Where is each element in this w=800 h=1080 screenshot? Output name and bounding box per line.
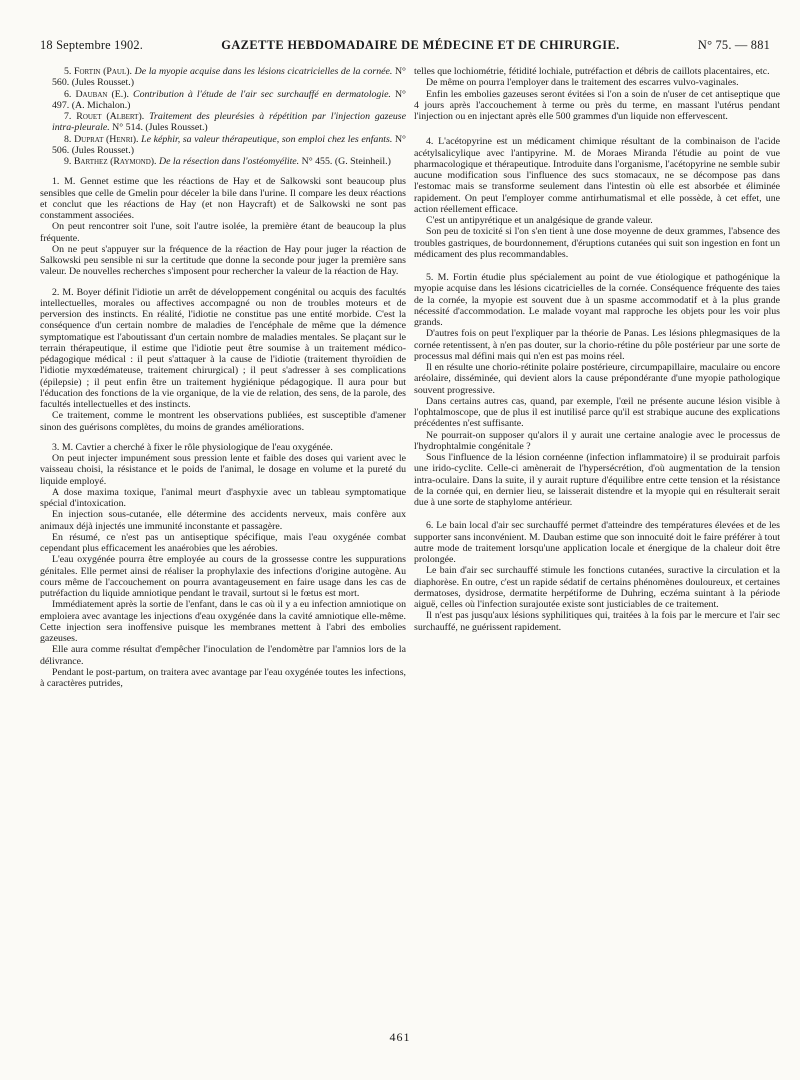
section-4 [414,136,780,260]
section-3 [40,442,406,690]
paragraph: 2. M. Boyer définit l'idiotie un arrêt de développement congénital ou acquis des facultés intellectuelles, morales ou affectives accompagné ou non de troubles moteurs et de perversion des instincts. En réalité, l'idiotie ne constitue pas une entité morbide. C'est la conséquence d'un certain nombre de maladies de l'encéphale de même que la démence symptomatique est l'aboutissant d'un certain nombre de maladies mentales. Se plaçant sur le terrain thérapeutique, il estime que l'idiotie peut être soumise à un traitement médico-pédagogique médical : il peut s'attaquer à la cause de l'idiotie (traitement thyroïdien de l'idiotie myxœdémateuse, traitement chirurgical) ; il peut s'adresser à ses complications (épilepsie) ; il peut enfin être un traitement hygiénique pédagogique. Il aura pour but l'éducation des fonctions de la vie organique, de la vie de relation, des sens, de la parole, des facultés intellectuelles et des instincts. [40,286,406,410]
paragraph: Il en résulte une chorio-rétinite polaire postérieure, circumpapillaire, maculaire ou encore aréolaire, disséminée, qui devient alors la cause prépondérante d'une myopie pathologique souvent progressive. [414,362,780,396]
paragraph: 3. M. Cavtier a cherché à fixer le rôle physiologique de l'eau oxygénée. [52,441,333,453]
paragraph: 1. M. Gennet estime que les réactions de Hay et de Salkowski sont beaucoup plus sensibles que celle de Gmelin pour déceler la bile dans l'urine. Il compare les deux réactions et conclut que les réactions de Hay (et non Haycraft) et de Salkowski ne sont pas constamment associées. [40,176,406,221]
paragraph: Il n'est pas jusqu'aux lésions syphilitiques qui, traitées à la fois par le mercure et l'air sec surchauffé, ne guérissent rapidement. [414,610,780,633]
section-2 [40,287,406,433]
section-3-continued [414,66,780,122]
paragraph: Pendant le post-partum, on traitera avec avantage par l'eau oxygénée toutes les infections, à caractères putrides, [40,666,406,689]
left-column [40,66,406,689]
paragraph: Enfin les embolies gazeuses seront évitées si l'on a soin de n'user de cet antiseptique que 4 jours après l'accouchement à terme ou près du terme, en massant l'utérus pendant l'injection ou en injectant après elle 500 grammes d'un liquide non effervescent. [414,88,780,122]
paragraph: C'est un antipyrétique et un analgésique de grande valeur. [426,215,653,226]
paragraph: Le bain d'air sec surchauffé stimule les fonctions cutanées, suractive la circulation et la diaphorèse. En outre, c'est un rapide sédatif de certains phénomènes douloureux, et certaines dermatoses, dysidrose, dermatite herpétiforme de Duhring, eczéma suintant à la période aiguë, celles où l'infection surajoutée existe sont justiciables de ce traitement. [414,565,780,610]
reference-entry: 7. Rouet (Albert). Traitement des pleurésies à répétition par l'injection gazeuse intra-pleurale. N° 514. (Jules Rousset.) [52,111,407,134]
paragraph: Ce traitement, comme le montrent les observations publiées, est susceptible d'amener sinon des guérisons complètes, du moins de grandes améliorations. [40,410,406,433]
page-header [40,38,770,53]
paragraph: On ne peut s'appuyer sur la fréquence de la réaction de Hay pour juger la réaction de Salkowski peu sensible ni sur la certitude que donne la seconde pour juger la première sans valeur. De nouvelles recherches s'imposent pour rechercher la valeur de la réaction de Hay. [40,243,406,278]
reference-entry: 6. Dauban (E.). Contribution à l'étude de l'air sec surchauffé en dermatologie. N° 497. (A. Michalon.) [52,88,406,111]
paragraph: De même on pourra l'employer dans le traitement des escarres vulvo-vaginales. [426,77,739,89]
paragraph: Ne pourrait-on supposer qu'alors il y aurait une certaine analogie avec le processus de l'hydrophtalmie congénitale ? [414,429,780,452]
paragraph: En injection sous-cutanée, elle détermine des accidents nerveux, mais confère aux animaux déjà injectés une immunité inconstante et passagère. [40,509,406,532]
section-5 [414,272,780,508]
journal-title: GAZETTE HEBDOMADAIRE DE MÉDECINE ET DE CHIRURGIE. [221,38,620,52]
paragraph: telles que lochiométrie, fétidité lochiale, putréfaction et débris de caillots placentaires, etc. [414,66,770,77]
paragraph: D'autres fois on peut l'expliquer par la théorie de Panas. Les lésions phlegmasiques de la cornée retentissent, à n'en pas douter, sur la chorio-rétine du pôle postérieur par une sorte de processus mal défini mais qui n'en est pas moins réel. [414,328,780,362]
reference-list [40,66,406,167]
reference-entry: 8. Duprat (Henri). Le képhir, sa valeur thérapeutique, son emploi chez les enfants. N° 506. (Jules Rousset.) [52,133,406,156]
page-number: 461 [389,1030,411,1044]
paragraph: Son peu de toxicité si l'on s'en tient à une dose moyenne de deux grammes, l'absence des troubles gastriques, de bourdonnement, d'éruptions cutanées qui suit son ingestion en font un médicament des plus recommandables. [414,226,780,260]
paragraph: On peut rencontrer soit l'une, soit l'autre isolée, la première étant de beaucoup la plus fréquente. [40,221,406,244]
paragraph: 5. M. Fortin étudie plus spécialement au point de vue étiologique et pathogénique la myopie acquise dans les lésions cicatricielles de la cornée. Conséquence fréquente des taies de la cornée, la myopie est souvent due à un spasme accommodatif et à la plus grande nécessité d'accommodation. Le malade voyant mal rapproche les objets pour les voir plus grands. [414,272,780,328]
section-1 [40,176,406,277]
right-column [414,66,780,633]
paragraph: 4. L'acétopyrine est un médicament chimique résultant de la combinaison de l'acide acétylsalicylique avec l'antipyrine. M. de Moraes Miranda l'étudie au point de vue pharmacologique et thérapeutique. Introduite dans l'organisme, l'acétopyrine ne semble subir aucune modification sous l'influence des sucs stomacaux, ne se décompose pas dans l'estomac mais se transforme seulement dans l'intestin où elle est absorbée et éliminée rapidement. On peut l'employer comme antirhumatismal et elle possède, à cet effet, une action réellement efficace. [414,136,780,215]
paragraph: L'eau oxygénée pourra être employée au cours de la grossesse contre les suppurations génitales. Elle permet ainsi de réaliser la prophylaxie des infections d'origine autogène. Au cours même de l'accouchement on pourra avantageusement en faire usage dans les cas de putréfaction du liquide amniotique pendant le travail, surtout si le fœtus est mort. [40,554,406,599]
paragraph: On peut injecter impunément sous pression lente et faible des doses qui varient avec le vaisseau choisi, la résistance et le poids de l'animal, le dosage en volume et la pureté du liquide employé. [40,453,406,487]
section-6 [414,520,780,633]
paragraph: A dose maxima toxique, l'animal meurt d'asphyxie avec un tableau symptomatique spécial d'intoxication. [40,486,406,509]
issue-date: 18 Septembre 1902. [40,38,144,52]
paragraph: 6. Le bain local d'air sec surchauffé permet d'atteindre des températures élevées et de les supporter sans inconvénient. M. Dauban estime que son innocuité doit le faire préférer à tout autre mode de traitement lorsqu'une application locale et énergique de la chaleur doit être prolongée. [414,520,780,565]
paragraph: En résumé, ce n'est pas un antiseptique spécifique, mais l'eau oxygénée combat cependant plus efficacement les anaérobies que les aérobies. [40,531,406,554]
paragraph: Sous l'influence de la lésion cornéenne (infection inflammatoire) il se produirait parfois une irido-cyclite. Celle-ci amènerait de l'hypersécrétion, d'où augmentation de la tension intra-oculaire. Dans la suite, il y aurait rupture d'équilibre entre cette tension et la résistance de la cornée qui, en dernier lieu, se laisserait distendre et la myopie qui en résulterait serait due à une sorte de staphylome antérieur. [414,452,780,508]
paragraph: Elle aura comme résultat d'empêcher l'inoculation de l'endomètre par l'amnios lors de la délivrance. [40,644,406,667]
issue-number: N° 75. — 881 [697,38,770,52]
reference-entry: 5. Fortin (Paul). De la myopie acquise dans les lésions cicatricielles de la cornée. N° 560. (Jules Rousset.) [52,66,406,89]
reference-entry: 9. Barthez (Raymond). De la résection dans l'ostéomyélite. N° 455. (G. Steinheil.) [64,156,391,167]
paragraph: Immédiatement après la sortie de l'enfant, dans le cas où il y a eu infection amniotique on emploiera avec avantage les injections d'eau oxygénée dans la cavité amniotique elle-même. Cette injection sera inoffensive puisque les membranes mettent à l'abri des embolies gazeuses. [40,599,406,644]
paragraph: Dans certains autres cas, quand, par exemple, l'œil ne présente aucune lésion visible à l'ophtalmoscope, que de plus il est inutilisé parce qu'il est strabique aucune des explications précédentes n'est suffisante. [414,395,780,430]
